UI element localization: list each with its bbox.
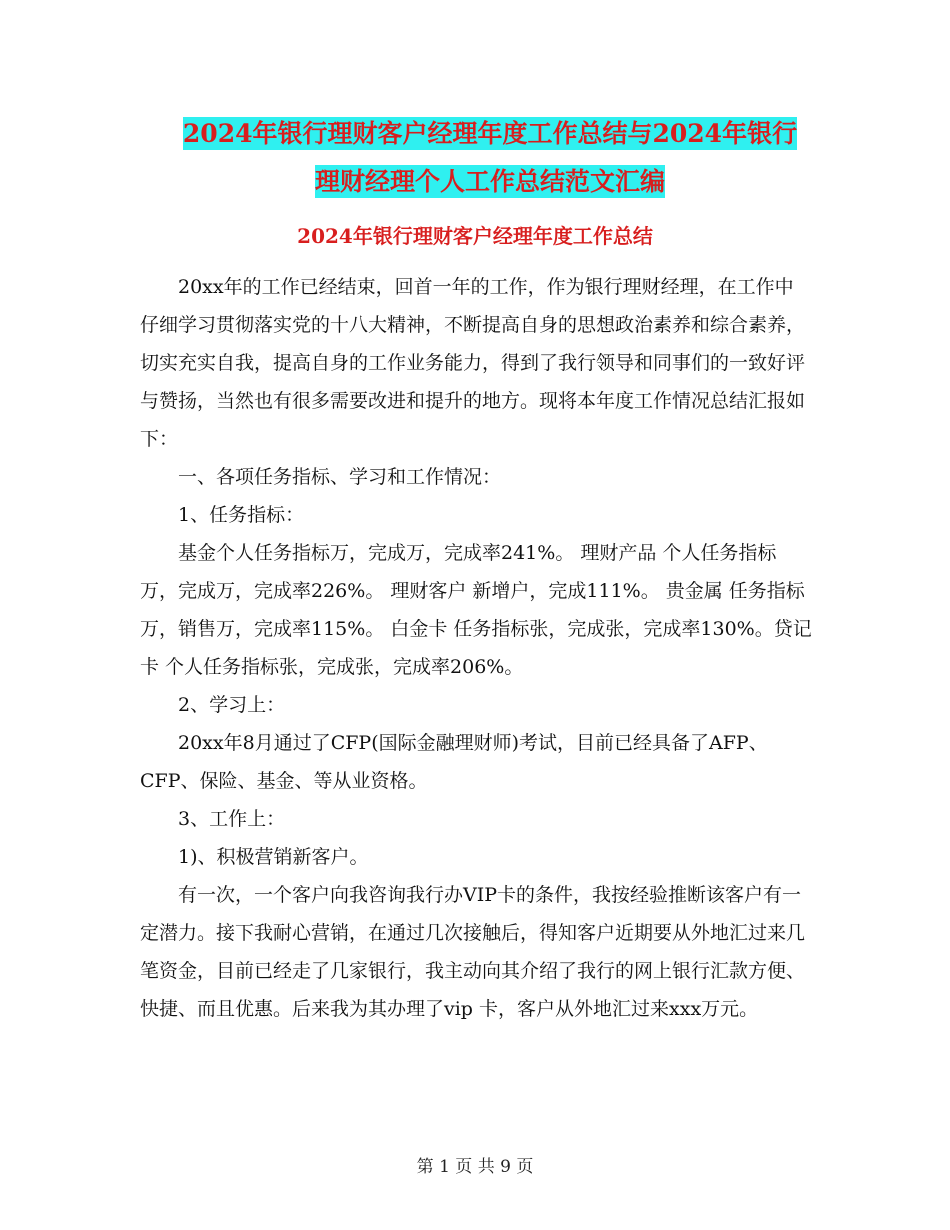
- paragraph-subheading-task: 1、任务指标：: [178, 504, 305, 526]
- paragraph-subheading-study: 2、学习上：: [178, 694, 286, 716]
- document-title: [140, 110, 840, 206]
- section-title: 2024年银行理财客户经理年度工作总结: [297, 224, 653, 248]
- document-body: [140, 268, 812, 1028]
- document-title-line-1: 2024年银行理财客户经理年度工作总结与2024年银行: [182, 119, 798, 148]
- page-footer: 第 1 页 共 9 页: [416, 1157, 534, 1177]
- paragraph-task-details: 基金个人任务指标万，完成万，完成率241%。 理财产品 个人任务指标万，完成万，完成率226%。 理财客户 新增户，完成111%。 贵金属 任务指标万，销售万，完成率115%。 白金卡 任务指标张，完成张，完成率130%。贷记卡 个人任务指标张，完成张，完成率206%。: [140, 542, 812, 678]
- paragraph-work-item-1: 1)、积极营销新客户。: [178, 846, 369, 868]
- paragraph-heading-1: 一、各项任务指标、学习和工作情况：: [178, 466, 502, 488]
- paragraph-work-story: 有一次，一个客户向我咨询我行办VIP卡的条件，我按经验推断该客户有一 定潜力。接下我耐心营销，在通过几次接触后，得知客户近期要从外地汇过来几 笔资金，目前已经走了几家银行，我主动向其介绍了我行的网上银行汇款方便、 快捷、而且优惠。后来我为其办理了vip 卡，客户从外地汇过来xxx万元。: [140, 884, 806, 1020]
- paragraph-study-details: 20xx年8月通过了CFP(国际金融理财师)考试，目前已经具备了AFP、 CFP、保险、基金、等从业资格。: [140, 732, 768, 792]
- document-title-line-2: 理财经理个人工作总结范文汇编: [314, 167, 665, 196]
- paragraph-intro: 20xx年的工作已经结束，回首一年的工作，作为银行理财经理，在工作中仔细学习贯彻落实党的十八大精神，不断提高自身的思想政治素养和综合素养，切实充实自我，提高自身的工作业务能力，得到了我行领导和同事们的一致好评与赞扬，当然也有很多需要改进和提升的地方。现将本年度工作情况总结汇报如下：: [140, 276, 806, 450]
- paragraph-subheading-work: 3、工作上：: [178, 808, 286, 830]
